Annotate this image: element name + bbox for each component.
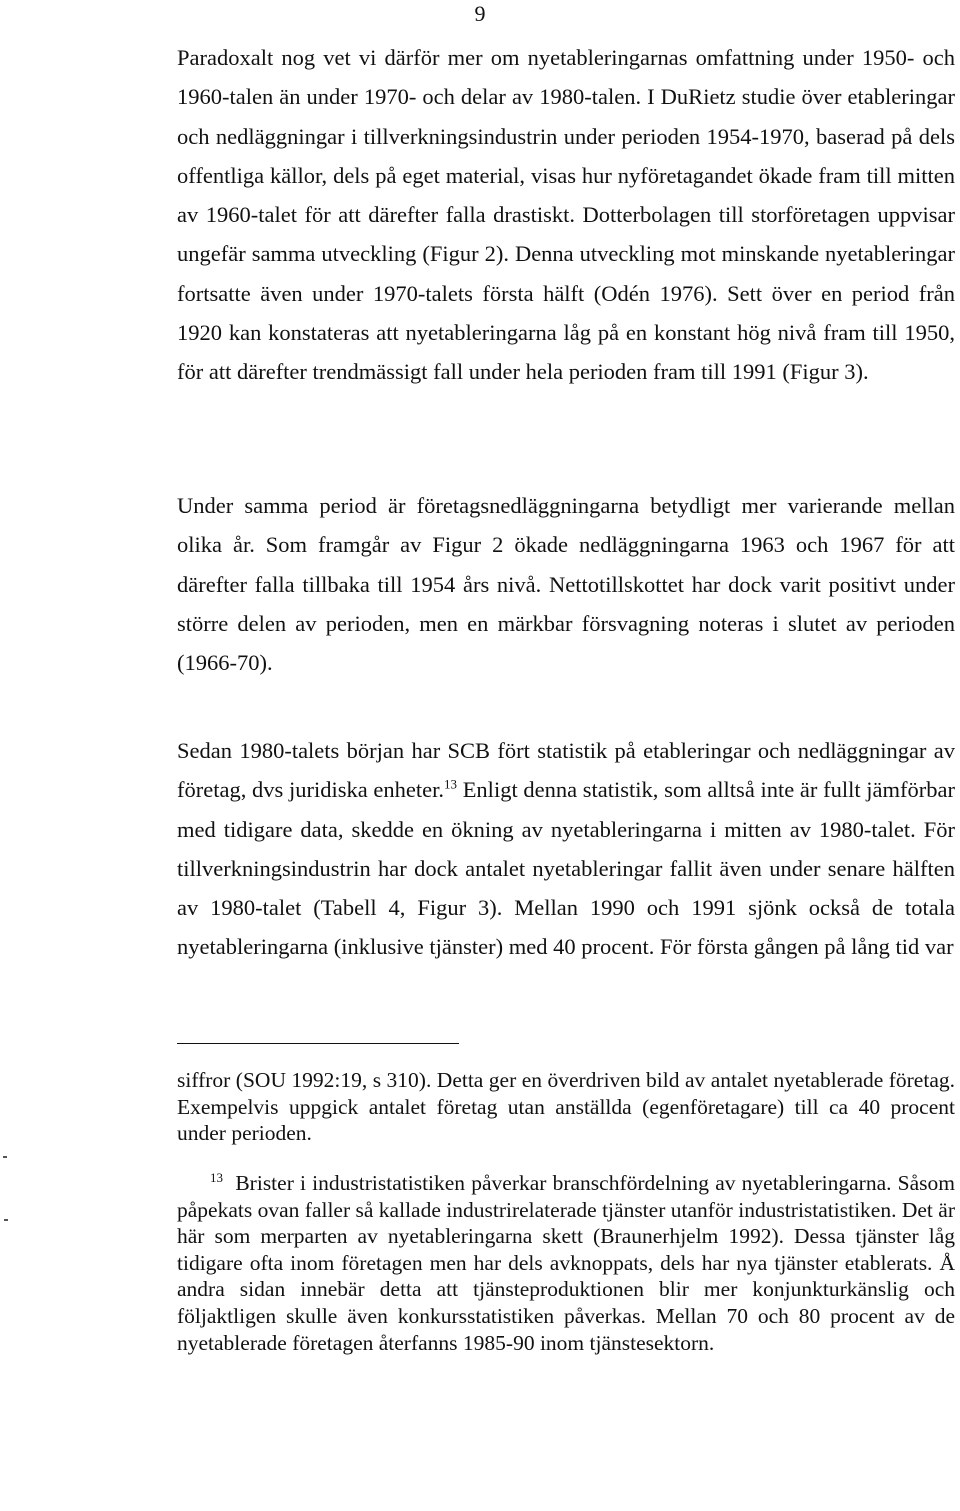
body-paragraph-1: Paradoxalt nog vet vi därför mer om nyetableringarnas omfattning under 1950- och 1960-talen än under 1970- och delar av 1980-talen. I DuRietz studie över etableringar och nedläggningar i tillverkningsindustrin under perioden 1954-1970, baserad på dels offentliga källor, dels på eget material, visas hur nyföretagandet ökade fram till mitten av 1960-talet för att därefter falla drastiskt. Dotterbolagen till storföretagen uppvisar ungefär samma utveckling (Figur 2). Denna utveckling mot minskande nyetableringar fortsatte även under 1970-talets första hälft (Odén 1976). Sett över en period från 1920 kan konstateras att nyetableringarna låg på en konstant hög nivå fram till 1950, för att därefter trendmässigt fall under hela perioden fram till 1991 (Figur 3). xyxy=(177,45,955,385)
page-number: 9 xyxy=(474,1,486,26)
footnote-separator xyxy=(177,1043,459,1044)
paragraph-text-after-note: Enligt denna statistik, som alltså inte är fullt jämförbar med tidigare data, skedde en ökning av nyetableringarna i mitten av 1980-talet. För tillverkningsindustrin har dock antalet nyetableringar fallit även under senare hälften av 1980-talet (Tabell 4, Figur 3). Mellan 1990 och 1991 sjönk också de totala nyetableringarna (inklusive tjänster) med 40 procent. För första gången på lång tid var xyxy=(177,777,955,960)
footnote-13-text: Brister i industristatistiken påverkar branschfördelning av nyetableringarna. Såsom påpekats ovan faller så kallade industrirelaterade tjänster utanför industristatistiken. Det är här som merparten av nyetableringarna skett (Braunerhjelm 1992). Dessa tjänster låg tidigare ofta inom företagen men har dels avknoppats, dels har nya tjänster etablerats. Å andra sidan innebär detta att tjänsteproduktionen blir mer konjunkturkänslig och följaktligen skulle även konkursstatistiken påverkas. Mellan 70 och 80 procent av de nyetablerade företagen återfanns 1985-90 inom tjänstesektorn. xyxy=(177,1171,955,1355)
body-paragraph-3 xyxy=(177,731,955,967)
scan-mark xyxy=(3,1156,7,1158)
footnote-continued: siffror (SOU 1992:19, s 310). Detta ger en överdriven bild av antalet nyetablerade företag. Exempelvis uppgick antalet företag utan anställda (egenföretagare) till ca 40 procent under perioden. xyxy=(177,1068,955,1146)
paragraph-text-before-note: Sedan 1980-talets början har SCB fört statistik på etableringar och nedläggningar av företag, dvs juridiska enheter. xyxy=(177,738,955,803)
body-paragraph-2: Under samma period är företagsnedläggningarna betydligt mer varierande mellan olika år. Som framgår av Figur 2 ökade nedläggningarna 1963 och 1967 för att därefter falla tillbaka till 1954 års nivå. Nettotillskottet har dock varit positivt under större delen av perioden, men en märkbar försvagning noteras i slutet av perioden (1966-70). xyxy=(177,493,955,676)
scan-mark xyxy=(4,1219,8,1221)
footnote-number-13: 13 xyxy=(210,1169,223,1185)
footnote-reference-13: 13 xyxy=(444,776,457,792)
footnote-13 xyxy=(177,1170,955,1356)
